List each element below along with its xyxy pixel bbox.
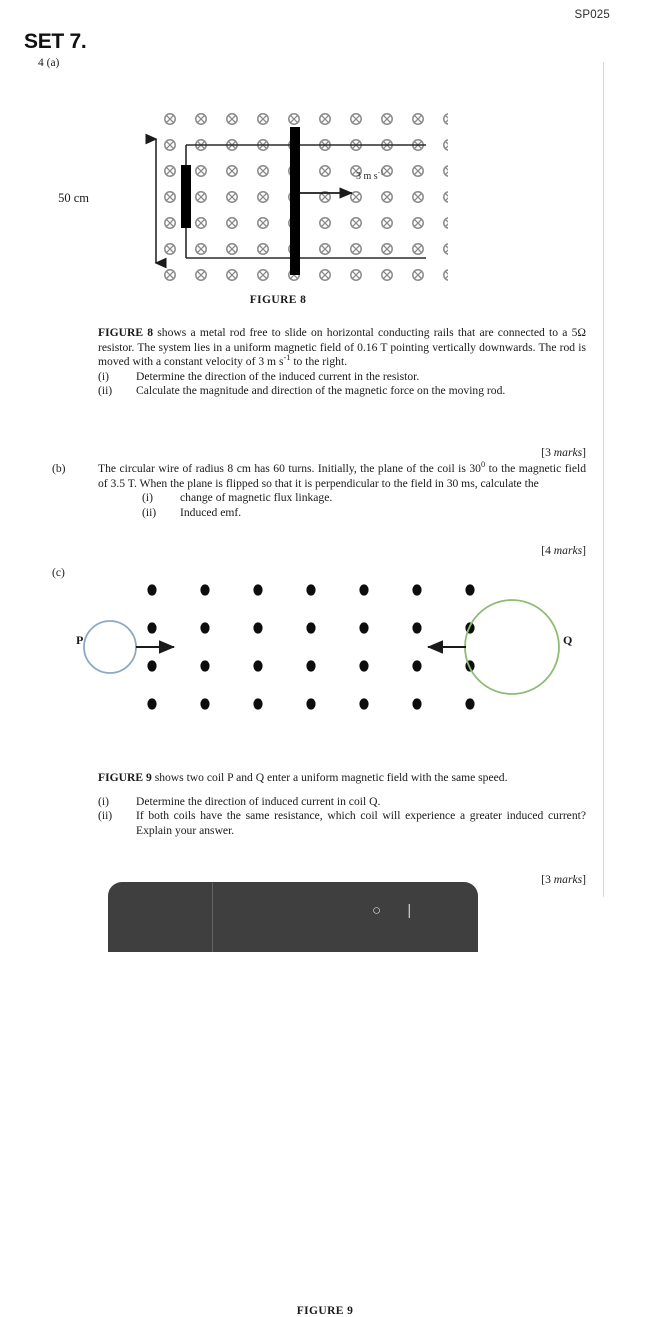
velocity-label: 3 m $s^{-1}$	[356, 168, 384, 182]
list-item	[98, 384, 586, 399]
item-text: Determine the direction of induced current in coil Q.	[136, 794, 381, 808]
part-a-body: shows a metal rod free to slide on horizontal conducting rails that are connected to a 5Ω resistor. The system lies in a uniform magnetic field of 0.16 T pointing vertically downwards. The rod is moved with a constant velocity of 3 m s	[98, 326, 586, 369]
coil-p	[84, 621, 136, 673]
item-marker: (i)	[98, 369, 109, 383]
part-c-label: (c)	[52, 566, 65, 579]
list-item	[98, 370, 586, 385]
document-code: SP025	[574, 9, 610, 21]
part-b-text	[98, 462, 586, 520]
item-marker: (i)	[142, 491, 153, 505]
set-title: SET 7.	[24, 30, 87, 53]
figure-8-caption: FIGURE 8	[249, 294, 307, 306]
figure-8-reference: FIGURE 8	[98, 326, 154, 339]
part-b-body-1: The circular wire of radius 8 cm has 60 turns. Initially, the plane of the coil is 30	[98, 462, 481, 475]
item-text: change of magnetic flux linkage.	[180, 491, 333, 505]
part-a-text	[98, 326, 586, 399]
item-marker: (ii)	[98, 809, 113, 823]
field-symbol-grid-into-page	[165, 114, 448, 280]
part-b-sublist	[142, 491, 586, 520]
figure-8	[58, 103, 448, 313]
resistor-bar	[181, 165, 191, 228]
figure-9-reference: FIGURE 9	[98, 771, 152, 784]
page-margin-rule	[603, 62, 604, 897]
part-a-sublist	[98, 370, 586, 399]
item-text: Determine the direction of the induced current in the resistor.	[136, 369, 420, 383]
part-c-body: shows two coil P and Q enter a uniform magnetic field with the same speed.	[151, 771, 508, 784]
coil-p-label: P	[76, 633, 84, 647]
list-item	[142, 506, 586, 521]
question-number: 4 (a)	[38, 57, 60, 69]
item-marker: (ii)	[98, 384, 113, 398]
marks-part-b: [4 marks]	[541, 544, 586, 557]
marks-part-a: [3 marks]	[541, 446, 586, 459]
list-item	[98, 809, 586, 838]
item-marker: (ii)	[142, 505, 157, 519]
item-marker: (i)	[98, 794, 109, 808]
item-text: If both coils have the same resistance, which coil will experience a greater induced current? Explain your answer.	[136, 809, 586, 837]
item-text: Induced emf.	[180, 505, 242, 519]
field-symbol-grid-out-of-page	[147, 584, 474, 709]
degree-symbol: 0	[480, 460, 486, 470]
figure-9-caption: FIGURE 9	[296, 1305, 354, 1317]
marks-part-c: [3 marks]	[541, 873, 586, 886]
item-text: Calculate the magnitude and direction of the magnetic force on the moving rod.	[136, 384, 506, 398]
part-a-body-tail: to the right.	[290, 355, 348, 369]
part-c-sublist	[98, 795, 586, 839]
part-b-body-2: to the magnetic field of 3.5 T. When the plane is flipped so that it is perpendicular to the field in 30 ms, calculate the	[98, 462, 586, 490]
part-c-text	[98, 771, 586, 838]
sliding-rod	[290, 127, 300, 275]
coil-q-label: Q	[563, 633, 573, 647]
overlay-toolbar-icon[interactable]: ○ |	[372, 902, 418, 919]
part-a-exponent: -1	[283, 353, 291, 363]
coil-q	[465, 600, 559, 694]
length-label: 50 cm	[58, 191, 89, 205]
list-item	[142, 491, 586, 506]
part-b-label: (b)	[52, 462, 66, 475]
list-item	[98, 795, 586, 810]
overlay-toolbar-divider	[212, 883, 213, 952]
